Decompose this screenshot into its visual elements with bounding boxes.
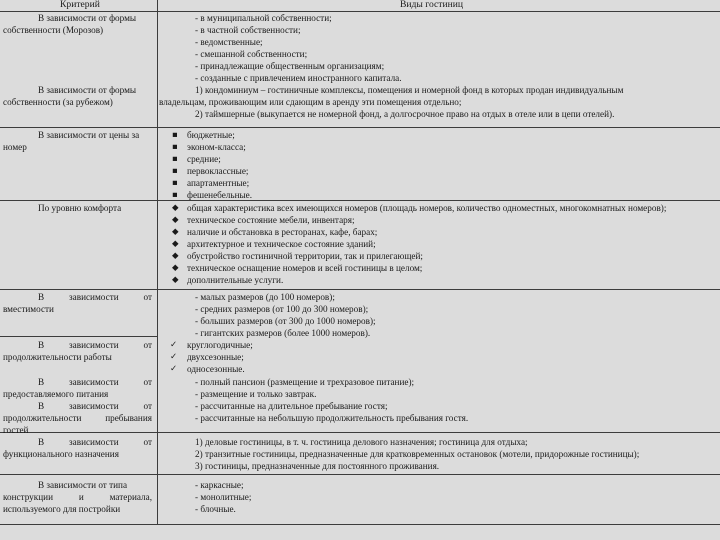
list-item: 2) транзитные гостиницы, предназначенные для кратковременных остановок (мотели, придорожные гостиницы); <box>195 449 640 459</box>
header-divider <box>0 11 720 12</box>
diamond-bullet-icon: ◆ <box>172 227 179 237</box>
row-divider <box>0 336 157 337</box>
diamond-bullet-icon: ◆ <box>172 239 179 249</box>
diamond-bullet-icon: ◆ <box>172 275 179 285</box>
list-item: - каркасные; <box>195 480 244 490</box>
square-bullet-icon: ▪ <box>172 190 178 200</box>
criterion-text: В зависимости от цены за <box>38 130 140 140</box>
criterion-text: В зависимости от <box>38 401 152 411</box>
header-types: Виды гостиниц <box>400 0 463 10</box>
list-item: эконом-класса; <box>187 142 246 152</box>
list-item: - созданные с привлечением иностранного капитала. <box>195 73 402 83</box>
diamond-bullet-icon: ◆ <box>172 263 179 273</box>
square-bullet-icon: ▪ <box>172 166 178 176</box>
list-item: - гигантских размеров (более 1000 номеров). <box>195 328 371 338</box>
list-item: архитектурное и техническое состояние зданий; <box>187 239 376 249</box>
list-item: - монолитные; <box>195 492 252 502</box>
row-divider <box>0 127 720 128</box>
criterion-text: собственности (за рубежом) <box>3 97 113 107</box>
list-item: круглогодичные; <box>187 340 253 350</box>
list-item: дополнительные услуги. <box>187 275 284 285</box>
list-item: - принадлежащие общественным организациям; <box>195 61 385 71</box>
header-criterion: Критерий <box>60 0 100 10</box>
criterion-text: используемого для постройки <box>3 504 121 514</box>
criterion-text: В зависимости от <box>38 340 152 350</box>
list-item: первоклассные; <box>187 166 249 176</box>
list-item: - средних размеров (от 100 до 300 номеров); <box>195 304 369 314</box>
square-bullet-icon: ▪ <box>172 178 178 188</box>
table-bottom-border <box>0 524 720 525</box>
list-item: - полный пансион (размещение и трехразовое питание); <box>195 377 415 387</box>
list-item: владельцам, проживающим или сдающим в аренду эти помещения отдельно; <box>159 97 462 107</box>
criterion-text: вместимости <box>3 304 54 314</box>
criterion-text: В зависимости от <box>38 437 152 447</box>
criterion-text: В зависимости от типа <box>38 480 128 490</box>
list-item: - размещение и только завтрак. <box>195 389 317 399</box>
criterion-text: гостей <box>3 425 29 435</box>
list-item: 1) деловые гостиницы, в т. ч. гостиница делового назначения; гостиница для отдыха; <box>195 437 528 447</box>
criterion-text: продолжительности работы <box>3 352 112 362</box>
list-item: средние; <box>187 154 221 164</box>
criterion-text: В зависимости от <box>38 377 152 387</box>
criterion-text: собственности (Морозов) <box>3 25 104 35</box>
list-item: апартаментные; <box>187 178 250 188</box>
criterion-text: В зависимости от <box>38 292 152 302</box>
list-item: бюджетные; <box>187 130 235 140</box>
list-item: 1) кондоминиум – гостиничные комплексы, помещения и номерной фонд в которых продан индивидуальным <box>195 85 624 95</box>
list-item: - в муниципальной собственности; <box>195 13 332 23</box>
list-item: фешенебельные. <box>187 190 253 200</box>
list-item: двухсезонные; <box>187 352 244 362</box>
row-divider <box>0 432 720 433</box>
diamond-bullet-icon: ◆ <box>172 251 179 261</box>
criterion-text: номер <box>3 142 27 152</box>
checkmark-icon: ✓ <box>170 352 178 362</box>
criterion-text: продолжительности пребывания <box>3 413 152 423</box>
list-item: техническое состояние мебели, инвентаря; <box>187 215 355 225</box>
list-item: - малых размеров (до 100 номеров); <box>195 292 335 302</box>
criterion-text: предоставляемого питания <box>3 389 109 399</box>
criterion-text: В зависимости от формы <box>38 85 137 95</box>
list-item: - ведомственные; <box>195 37 263 47</box>
criterion-text: По уровню комфорта <box>38 203 122 213</box>
criterion-text: конструкции и материала, <box>3 492 152 502</box>
checkmark-icon: ✓ <box>170 364 178 374</box>
row-divider <box>0 289 720 290</box>
list-item: - рассчитанные на длительное пребывание гостя; <box>195 401 388 411</box>
list-item: - смешанной собственности; <box>195 49 308 59</box>
list-item: обустройство гостиничной территории, так и прилегающей; <box>187 251 423 261</box>
list-item: - в частной собственности; <box>195 25 301 35</box>
square-bullet-icon: ▪ <box>172 154 178 164</box>
square-bullet-icon: ▪ <box>172 130 178 140</box>
list-item: 2) таймшерные (выкупается не номерной фонд, а долгосрочное право на отдых в отеле или в цепи отелей). <box>195 109 615 119</box>
criterion-text: В зависимости от формы <box>38 13 137 23</box>
diamond-bullet-icon: ◆ <box>172 215 179 225</box>
list-item: - больших размеров (от 300 до 1000 номеров); <box>195 316 376 326</box>
diamond-bullet-icon: ◆ <box>172 203 179 213</box>
row-divider <box>0 474 720 475</box>
list-item: наличие и обстановка в ресторанах, кафе, барах; <box>187 227 378 237</box>
list-item: односезонные. <box>187 364 245 374</box>
list-item: - рассчитанные на небольшую продолжительность пребывания гостя. <box>195 413 469 423</box>
column-divider <box>157 0 158 524</box>
square-bullet-icon: ▪ <box>172 142 178 152</box>
row-divider <box>0 200 720 201</box>
list-item: - блочные. <box>195 504 236 514</box>
list-item: общая характеристика всех имеющихся номеров (площадь номеров, количество одноместных, многокомнатных номеров); <box>187 203 667 213</box>
checkmark-icon: ✓ <box>170 340 178 350</box>
list-item: техническое оснащение номеров и всей гостиницы в целом; <box>187 263 423 273</box>
criterion-text: функционального назначения <box>3 449 119 459</box>
list-item: 3) гостиницы, предназначенные для постоянного проживания. <box>195 461 440 471</box>
